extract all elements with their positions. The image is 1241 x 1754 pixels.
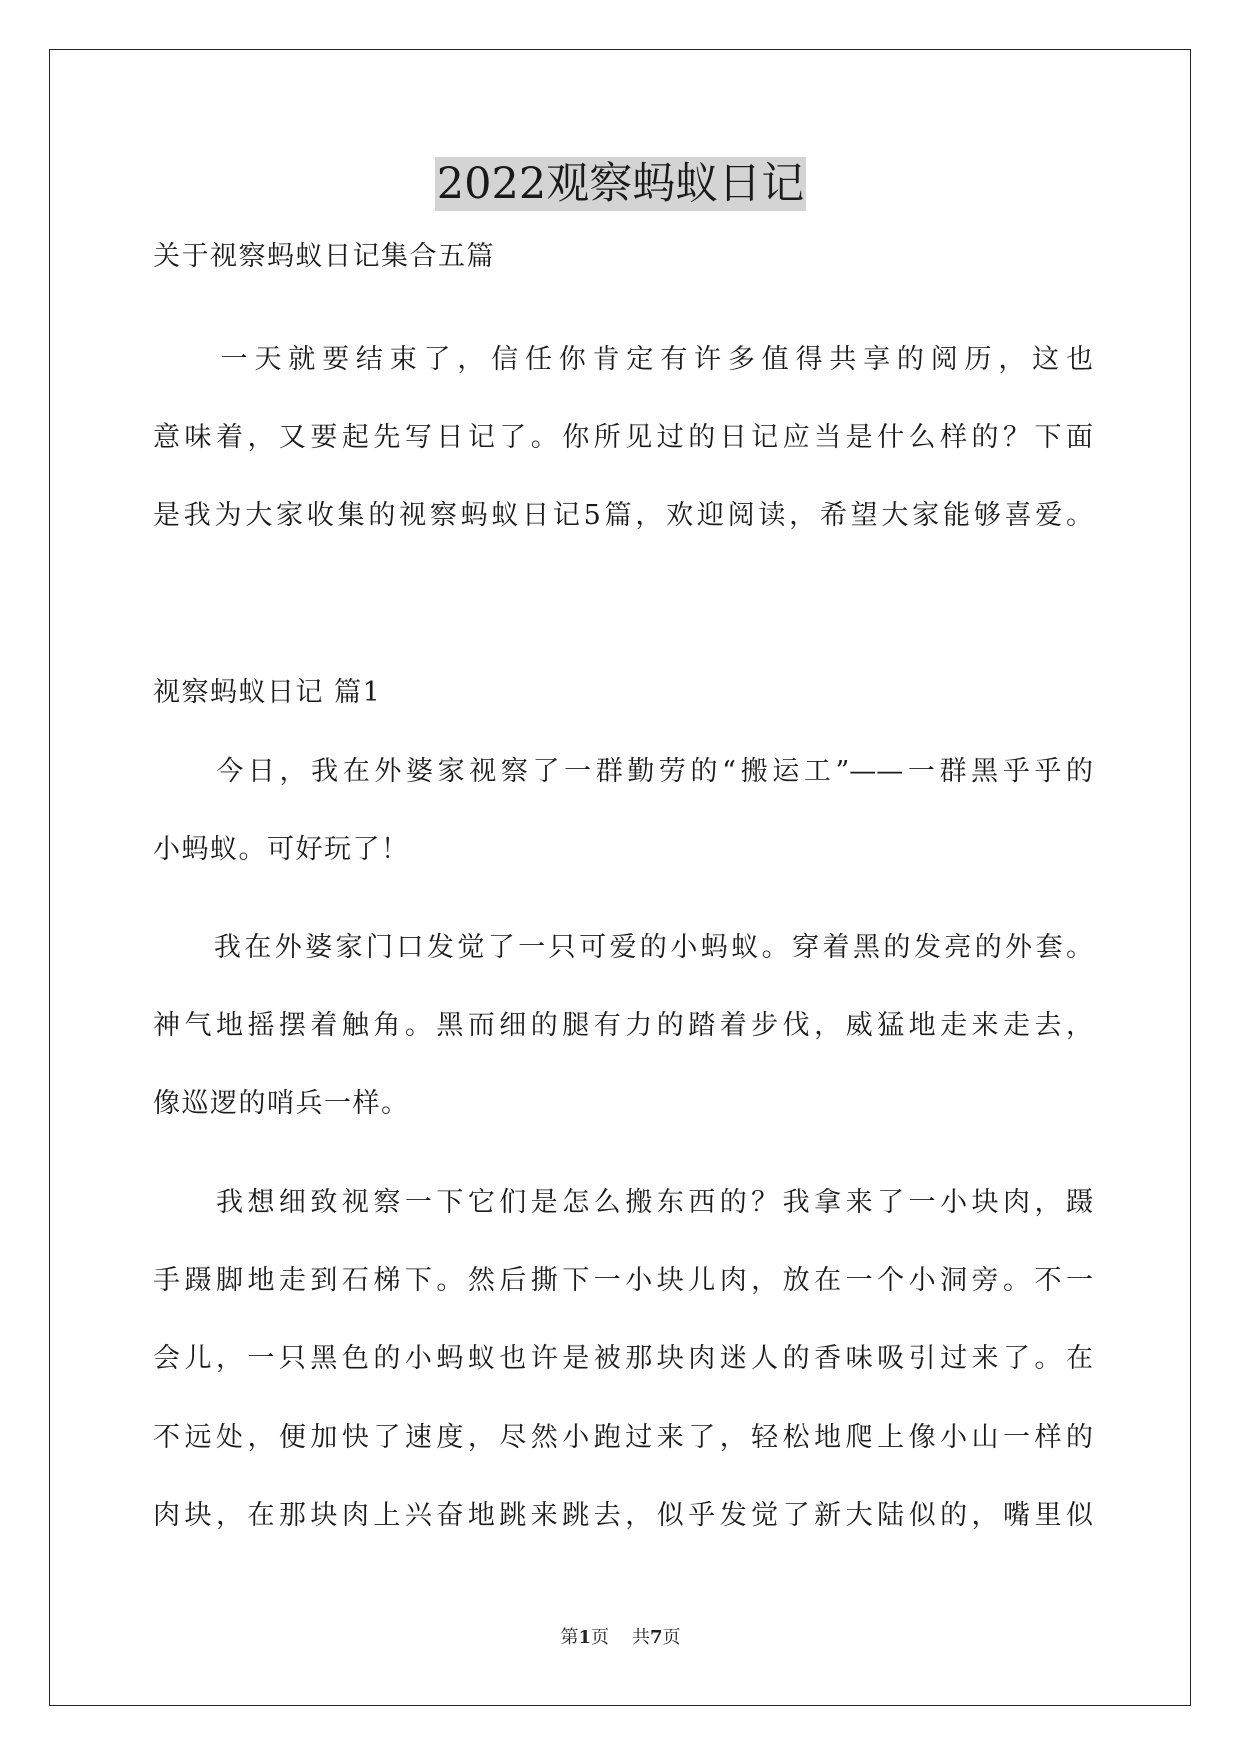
- intro-line: 是我为大家收集的视察蚂蚁日记5篇，欢迎阅读，希望大家能够喜爱。: [153, 500, 1093, 531]
- footer-page-number: 1: [578, 1627, 592, 1648]
- body-line: 不远处，便加快了速度，尽然小跑过来了，轻松地爬上像小山一样的: [153, 1422, 1093, 1453]
- section-heading: 视察蚂蚁日记 篇1: [153, 677, 382, 708]
- document-title-text: 2022观察蚂蚁日记: [436, 159, 805, 209]
- footer-total-prefix: 共: [631, 1627, 650, 1648]
- document-title: [0, 155, 1241, 213]
- body-line: 像巡逻的哨兵一样。: [153, 1088, 410, 1119]
- body-line: 我想细致视察一下它们是怎么搬东西的？我拿来了一小块肉，蹑: [153, 1187, 1093, 1218]
- footer-page-suffix: 页: [591, 1627, 610, 1648]
- body-line: 小蚂蚁。可好玩了！: [153, 834, 410, 865]
- intro-line: 一天就要结束了，信任你肯定有许多值得共享的阅历，这也: [153, 344, 1093, 375]
- footer-total-suffix: 页: [662, 1627, 681, 1648]
- footer-total-pages: 7: [649, 1627, 663, 1648]
- page-footer: [0, 1626, 1241, 1650]
- body-line: 今日，我在外婆家视察了一群勤劳的“搬运工”——一群黑乎乎的: [153, 756, 1093, 787]
- document-subtitle: 关于视察蚂蚁日记集合五篇: [153, 241, 495, 272]
- body-line: 会儿，一只黑色的小蚂蚁也许是被那块肉迷人的香味吸引过来了。在: [153, 1343, 1093, 1374]
- body-line: 手蹑脚地走到石梯下。然后撕下一小块儿肉，放在一个小洞旁。不一: [153, 1265, 1093, 1296]
- body-line: 我在外婆家门口发觉了一只可爱的小蚂蚁。穿着黑的发亮的外套。: [153, 932, 1093, 963]
- body-line: 肉块，在那块肉上兴奋地跳来跳去，似乎发觉了新大陆似的，嘴里似: [153, 1500, 1093, 1531]
- body-line: 神气地摇摆着触角。黑而细的腿有力的踏着步伐，威猛地走来走去，: [153, 1010, 1093, 1041]
- intro-line: 意味着，又要起先写日记了。你所见过的日记应当是什么样的？下面: [153, 422, 1093, 453]
- footer-page-prefix: 第: [560, 1627, 579, 1648]
